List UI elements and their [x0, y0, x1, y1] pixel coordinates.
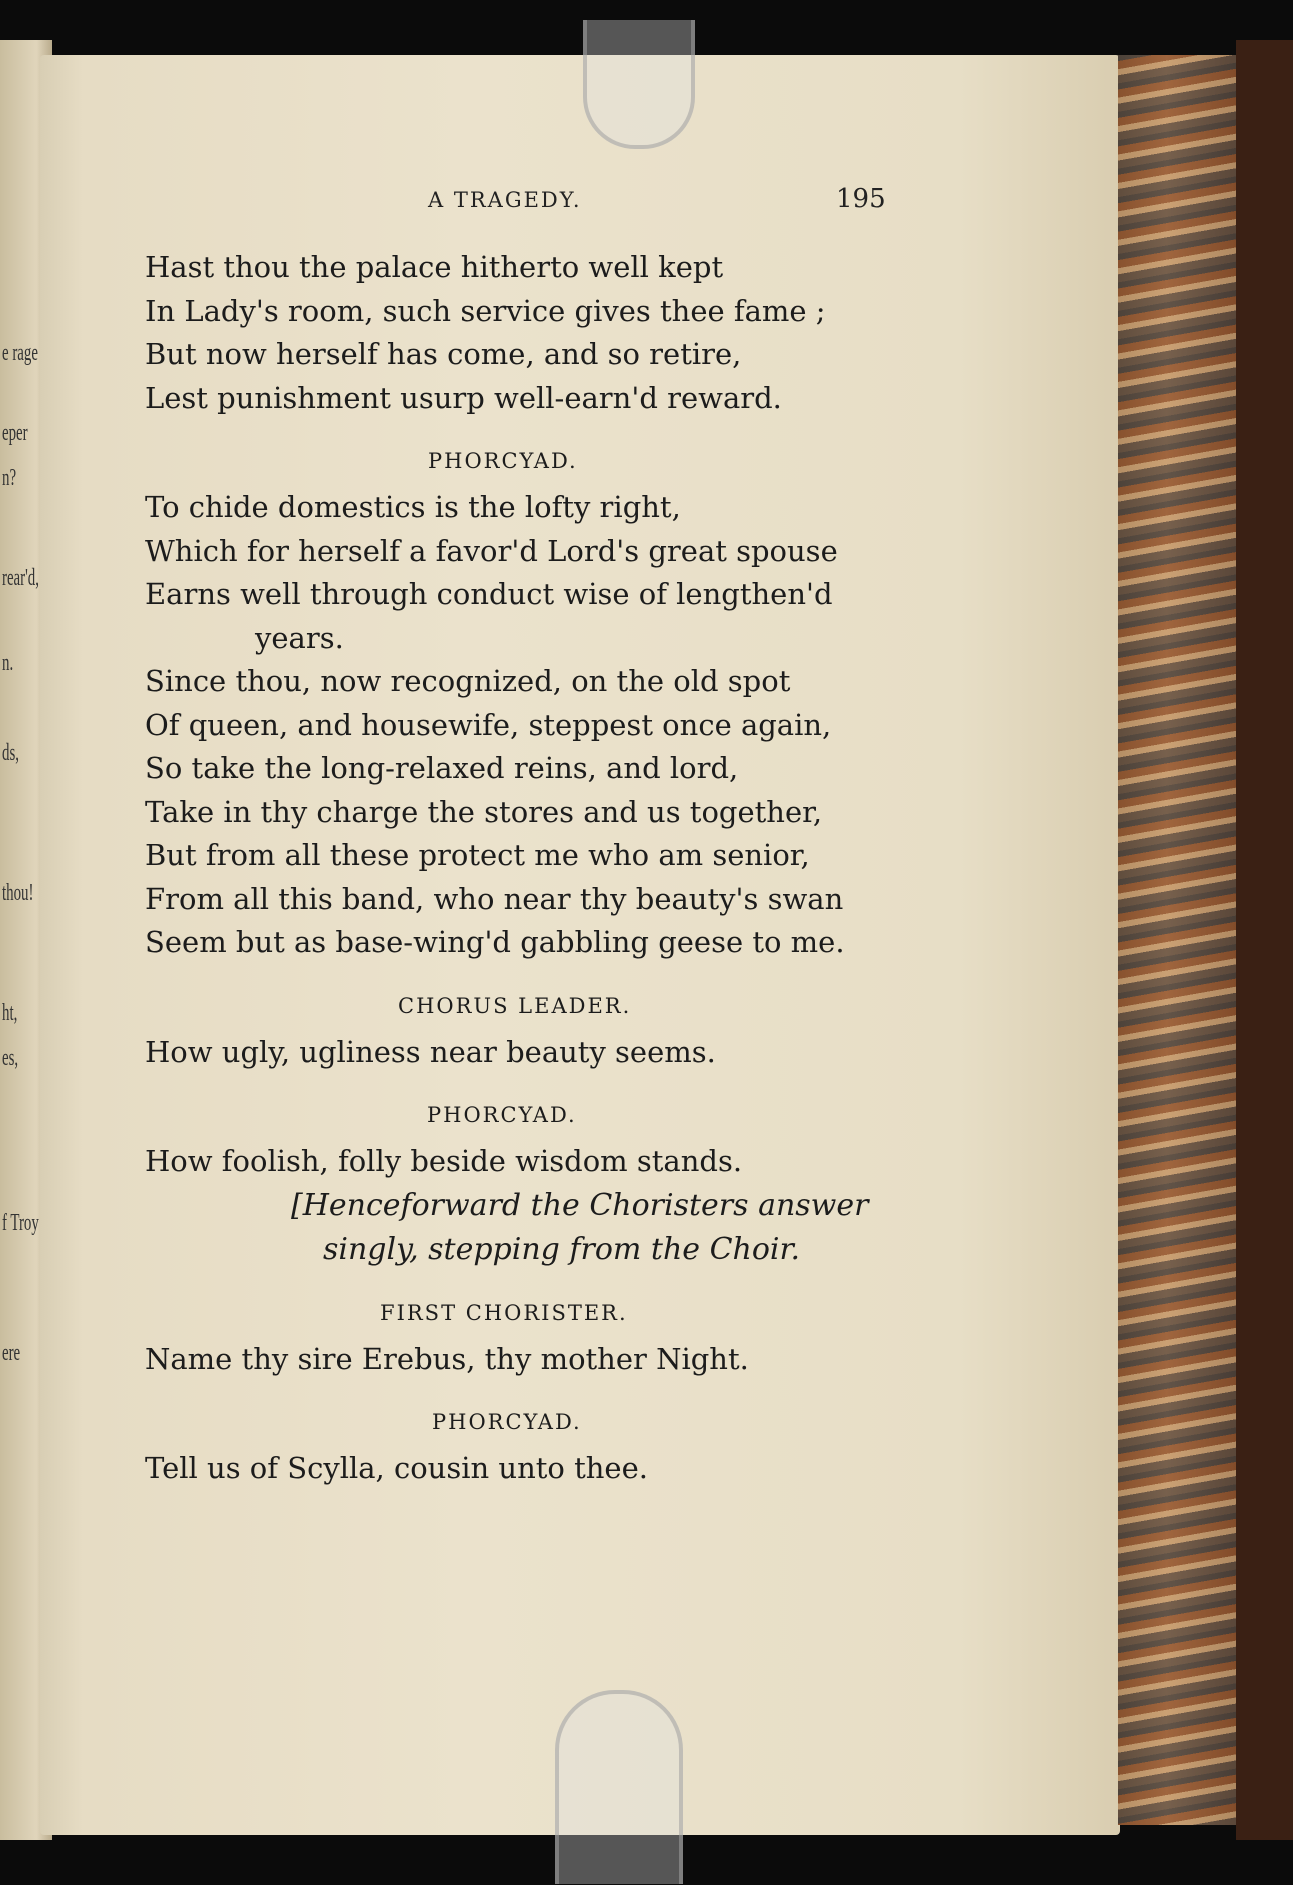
stage-direction-line: singly, stepping from the Choir. [323, 1231, 801, 1267]
page-clip-bottom [555, 1690, 683, 1884]
marbled-fore-edge [1118, 55, 1240, 1825]
left-fragment: thou! [2, 880, 34, 906]
verse-line: But now herself has come, and so retire, [145, 337, 742, 371]
left-fragment: rear'd, [2, 565, 39, 591]
speaker-name: PHORCYAD. [428, 449, 578, 473]
verse-line: Lest punishment usurp well-earn'd reward. [145, 380, 782, 415]
left-fragment: ere [2, 1340, 21, 1366]
left-fragment: ht, [2, 1000, 18, 1026]
left-fragment: n. [2, 650, 14, 676]
left-fragment: n? [2, 465, 17, 491]
verse-line: But from all these protect me who am senior, [145, 838, 810, 872]
verse-line: Name thy sire Erebus, thy mother Night. [145, 1341, 749, 1376]
verse-line: Tell us of Scylla, cousin unto thee. [145, 1451, 648, 1485]
verse-line: Which for herself a favor'd Lord's great spouse [145, 533, 838, 568]
book-cover-edge [1236, 40, 1293, 1840]
left-fragment: es, [2, 1045, 19, 1071]
verse-line: To chide domestics is the lofty right, [145, 490, 681, 524]
verse-line: Hast thou the palace hitherto well kept [145, 250, 724, 284]
verse-block [145, 1140, 925, 1184]
verse-line: From all this band, who near thy beauty's swan [145, 881, 844, 916]
verse-line: Since thou, now recognized, on the old spot [145, 664, 791, 698]
verse-line: Seem but as base-wing'd gabbling geese to me. [145, 925, 845, 959]
left-fragment: eper [2, 420, 28, 446]
speaker-name: CHORUS LEADER. [398, 993, 632, 1018]
running-title: A TRAGEDY. [428, 188, 582, 212]
page-text [145, 246, 925, 1491]
verse-block [145, 1031, 925, 1075]
speaker-name: PHORCYAD. [432, 1410, 582, 1434]
stage-direction-line: [Henceforward the Choristers answer [291, 1187, 869, 1223]
verse-line: How ugly, ugliness near beauty seems. [145, 1034, 716, 1069]
verse-block [145, 246, 925, 420]
page-number: 195 [836, 184, 886, 214]
left-fragment: ds, [2, 740, 19, 766]
stage-direction [145, 1184, 925, 1272]
verse-line: So take the long-relaxed reins, and lord, [145, 751, 739, 785]
verse-line: Take in thy charge the stores and us together, [145, 794, 823, 829]
speaker-name: FIRST CHORISTER. [380, 1300, 628, 1325]
page-clip-top [583, 20, 695, 149]
speaker-name: PHORCYAD. [427, 1103, 577, 1127]
verse-line: How foolish, folly beside wisdom stands. [145, 1144, 743, 1178]
left-fragment: e rage [2, 340, 38, 366]
verse-line: years. [255, 620, 344, 655]
left-fragment: f Troy [2, 1210, 39, 1236]
verse-block [145, 1447, 925, 1491]
verse-block [145, 486, 925, 965]
verse-line: Of queen, and housewife, steppest once again, [145, 707, 832, 742]
verse-block [145, 1338, 925, 1382]
verse-line: Earns well through conduct wise of lengthen'd [145, 577, 833, 611]
verse-line: In Lady's room, such service gives thee fame ; [145, 293, 826, 328]
